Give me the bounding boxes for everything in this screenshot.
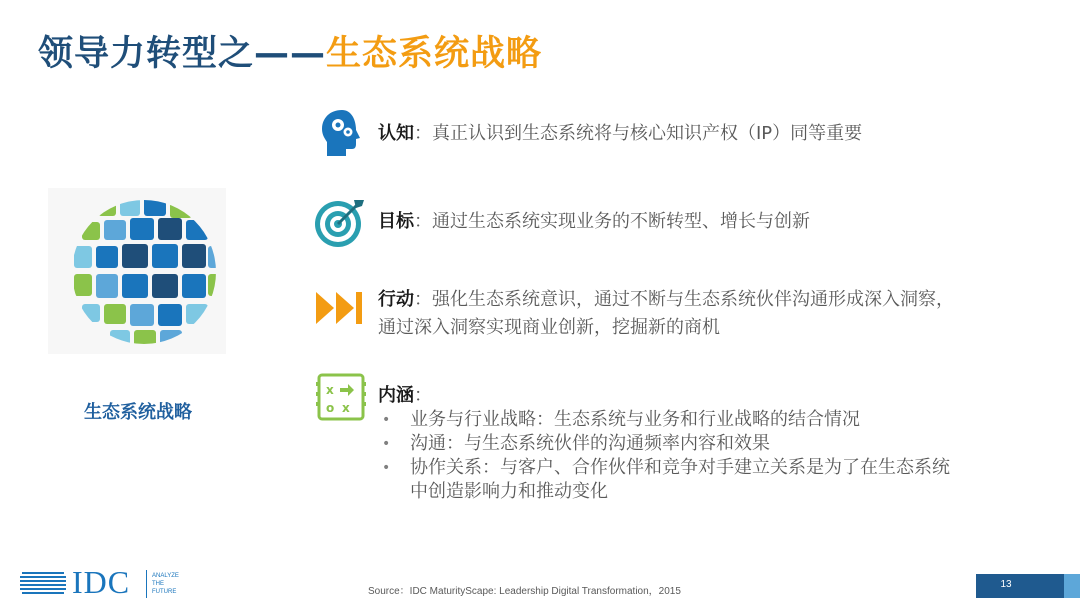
item-text-continued: 通过深入洞察实现商业创新，挖掘新的商机 [378, 317, 720, 338]
svg-text:x: x [326, 383, 334, 397]
item-text: 强化生态系统意识，通过不断与生态系统伙伴沟通形成深入洞察， [432, 289, 954, 310]
item-term: 目标 [378, 211, 414, 232]
title-part-2: 生态系统战略 [326, 34, 543, 74]
bullet-item: • 协作关系：与客户、合作伙伴和竞争对手建立关系是为了在生态系统 [378, 456, 950, 480]
left-label: 生态系统战略 [84, 402, 192, 423]
bullet-item: • 业务与行业战略：生态系统与业务和行业战略的结合情况 [378, 408, 950, 432]
item-separator: ： [414, 289, 432, 310]
page-title [38, 26, 542, 76]
logo-divider [146, 570, 147, 598]
globe-image [48, 188, 226, 354]
tagline-line: ANALYZE [152, 573, 179, 579]
item-term: 认知 [378, 123, 414, 144]
item-separator: ： [414, 123, 432, 144]
item-recognition [378, 120, 862, 148]
title-part-1: 领导力转型之—— [38, 34, 327, 74]
page-number: 13 [1000, 579, 1012, 590]
item-term: 内涵 [378, 385, 414, 406]
svg-text:x: x [342, 401, 350, 415]
item-separator: ： [414, 385, 432, 406]
item-text: 通过生态系统实现业务的不断转型、增长与创新 [432, 211, 810, 232]
item-connotation [378, 382, 432, 410]
tagline-line: THE [152, 581, 164, 587]
item-text: 真正认识到生态系统将与核心知识产权（IP）同等重要 [432, 123, 863, 144]
strategy-board-icon [316, 372, 366, 426]
logo-text: IDC [72, 564, 131, 600]
item-action [378, 286, 954, 342]
bullet-item-continued: 中创造影响力和推动变化 [410, 481, 608, 502]
item-separator: ： [414, 211, 432, 232]
fast-forward-icon [316, 290, 366, 330]
idc-logo [20, 566, 200, 606]
tagline-line: FUTURE [152, 589, 177, 595]
head-gears-icon [318, 108, 364, 162]
globe-icon [48, 188, 226, 354]
svg-text:o: o [326, 401, 335, 415]
source-note: Source：IDC MaturityScape: Leadership Digital Transformation，2015 [368, 586, 681, 597]
page-number-bar [976, 574, 1080, 598]
item-term: 行动 [378, 289, 414, 310]
bullet-item: • 沟通：与生态系统伙伴的沟通频率内容和效果 [378, 432, 950, 456]
item-goal [378, 208, 810, 236]
target-icon [312, 196, 366, 254]
bullet-list [378, 408, 950, 504]
